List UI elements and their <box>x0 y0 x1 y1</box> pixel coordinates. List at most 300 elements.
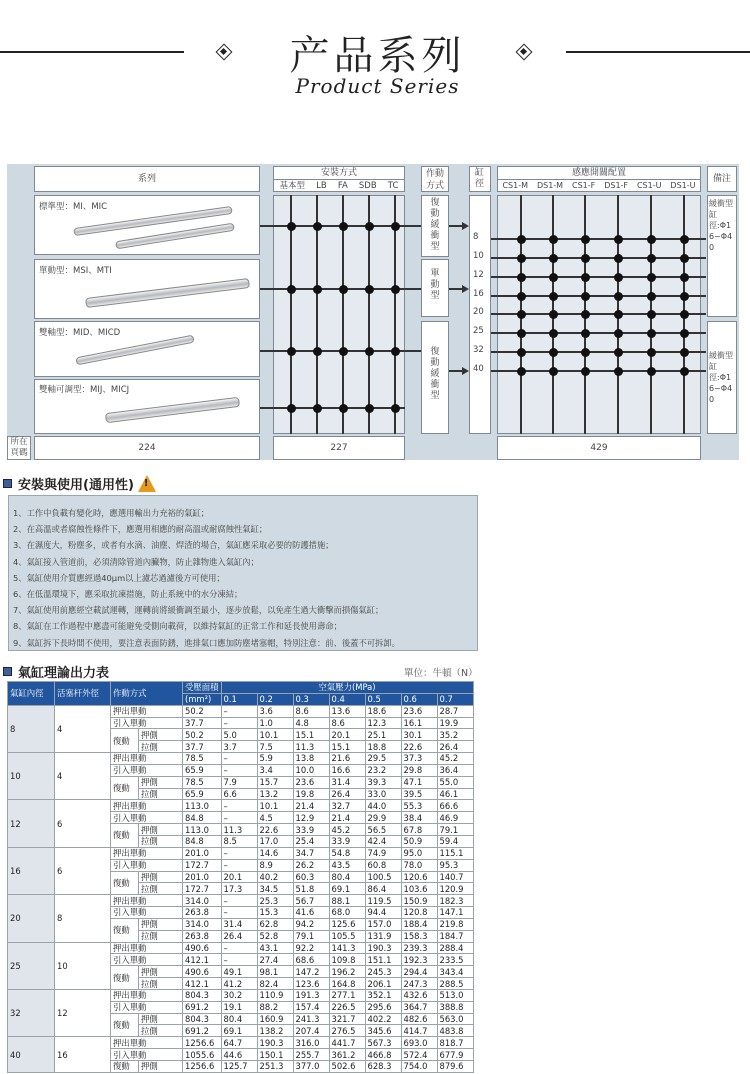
value-cell: 490.6 <box>183 942 222 954</box>
value-cell: 62.8 <box>257 918 293 930</box>
value-cell: 172.7 <box>183 883 222 895</box>
value-cell: 8.6 <box>293 705 329 717</box>
mount-grid-area <box>273 195 405 434</box>
mode-side-cell: 拉側 <box>139 788 183 800</box>
sensor-dot <box>647 273 656 282</box>
value-cell: – <box>221 895 257 907</box>
bore-value: 10 <box>473 251 484 261</box>
value-cell: 1055.6 <box>183 1049 222 1061</box>
value-cell: 364.7 <box>401 1001 437 1013</box>
pressure-value: 0.2 <box>257 693 293 705</box>
value-cell: 196.2 <box>329 966 365 978</box>
bore-cell: 25 <box>8 942 55 989</box>
mount-dot <box>391 404 400 413</box>
value-cell: 43.1 <box>257 942 293 954</box>
header-rod: 活塞杆外徑 <box>55 682 111 706</box>
install-note: 2、在高溫或者腐蝕性條件下，應選用相應的耐高溫或耐腐蝕性氣缸； <box>13 524 268 535</box>
page-ref-mount: 227 <box>273 436 405 460</box>
value-cell: 20.1 <box>221 871 257 883</box>
mount-row-line <box>260 350 405 352</box>
value-cell: 46.1 <box>437 788 473 800</box>
value-cell: 5.0 <box>221 729 257 741</box>
sensor-type: DS1-U <box>670 181 696 190</box>
value-cell: 19.9 <box>437 717 473 729</box>
value-cell: 25.3 <box>257 895 293 907</box>
pressure-value: 0.5 <box>365 693 401 705</box>
value-cell: – <box>221 753 257 765</box>
value-cell: 56.5 <box>365 824 401 836</box>
mount-dot <box>287 404 296 413</box>
value-cell: 60.8 <box>365 859 401 871</box>
value-cell: 1256.6 <box>183 1061 222 1073</box>
install-note: 8、氣缸在工作過程中應盡可能避免受側向載荷，以維持氣缸的正常工作和延長使用壽命； <box>13 621 342 632</box>
value-cell: 572.4 <box>401 1049 437 1061</box>
value-cell: 513.0 <box>437 989 473 1001</box>
install-note: 3、在濕度大，粉塵多，或者有水滴、油塵、焊渣的場合，氣缸應采取必要的防護措施； <box>13 540 334 551</box>
value-cell: 80.4 <box>221 1013 257 1025</box>
bore-value: 25 <box>473 326 484 336</box>
value-cell: 66.6 <box>437 800 473 812</box>
sensor-header: 感應開關配置 CS1-M DS1-M CS1-F DS1-F CS1-U DS1-U <box>497 166 701 192</box>
value-cell: 26.4 <box>437 741 473 753</box>
mount-dot <box>339 404 348 413</box>
value-cell: 345.6 <box>365 1025 401 1037</box>
mode-cell: 引入單動 <box>111 954 183 966</box>
value-cell: 567.3 <box>365 1037 401 1049</box>
value-cell: 10.1 <box>257 729 293 741</box>
rod-cell: 6 <box>55 800 111 847</box>
value-cell: 16.1 <box>401 717 437 729</box>
value-cell: 50.2 <box>183 729 222 741</box>
sensor-dot <box>517 273 526 282</box>
value-cell: 8.5 <box>221 835 257 847</box>
sensor-dot <box>549 292 558 301</box>
value-cell: 31.4 <box>221 918 257 930</box>
mount-col-line <box>316 195 318 434</box>
value-cell: 45.2 <box>437 753 473 765</box>
value-cell: 754.0 <box>401 1061 437 1073</box>
value-cell: 502.6 <box>329 1061 365 1073</box>
value-cell: 20.1 <box>329 729 365 741</box>
value-cell: 64.7 <box>221 1037 257 1049</box>
double-mode-cell: 復動 <box>111 871 139 895</box>
value-cell: 12.9 <box>293 812 329 824</box>
value-cell: 206.1 <box>365 978 401 990</box>
value-cell: 65.9 <box>183 764 222 776</box>
value-cell: 361.2 <box>329 1049 365 1061</box>
value-cell: 482.6 <box>401 1013 437 1025</box>
mode-side-cell: 押側 <box>139 966 183 978</box>
mode-cell: 引入單動 <box>111 1001 183 1013</box>
value-cell: 38.4 <box>401 812 437 824</box>
value-cell: 13.6 <box>329 705 365 717</box>
action-connector <box>405 350 421 352</box>
sensor-dot <box>517 235 526 244</box>
value-cell: 157.4 <box>293 1001 329 1013</box>
bore-cell: 8 <box>8 705 55 752</box>
value-cell: 147.2 <box>293 966 329 978</box>
series-selection-chart <box>7 164 739 460</box>
double-mode-cell: 復動 <box>111 918 139 942</box>
mount-dot <box>391 285 400 294</box>
value-cell: 17.3 <box>221 883 257 895</box>
section-square-icon <box>3 667 12 676</box>
value-cell: 23.6 <box>293 776 329 788</box>
value-cell: 92.2 <box>293 942 329 954</box>
value-cell: 151.1 <box>365 954 401 966</box>
value-cell: 18.8 <box>365 741 401 753</box>
mode-cell: 引入單動 <box>111 859 183 871</box>
header-area: 受壓面積 <box>183 682 222 694</box>
value-cell: 105.5 <box>329 930 365 942</box>
mount-type: 基本型 <box>279 181 306 191</box>
mount-col-line <box>342 195 344 434</box>
sensor-type: CS1-U <box>636 181 662 190</box>
mount-dot <box>365 347 374 356</box>
bore-value: 12 <box>473 270 484 280</box>
value-cell: 39.3 <box>365 776 401 788</box>
value-cell: 3.7 <box>221 741 257 753</box>
value-cell: 37.3 <box>401 753 437 765</box>
value-cell: 78.5 <box>183 776 222 788</box>
double-mode-cell: 復動 <box>111 1061 139 1073</box>
value-cell: 113.0 <box>183 800 222 812</box>
mount-dot <box>287 222 296 231</box>
pressure-value: 0.1 <box>221 693 257 705</box>
bore-value: 8 <box>473 232 479 242</box>
value-cell: 32.7 <box>329 800 365 812</box>
sensor-dot <box>680 292 689 301</box>
value-cell: 26.4 <box>221 930 257 942</box>
value-cell: 138.2 <box>257 1025 293 1037</box>
install-section-title: 安裝與使用(通用性) ! <box>3 474 156 493</box>
value-cell: 131.9 <box>365 930 401 942</box>
value-cell: 294.4 <box>401 966 437 978</box>
sensor-dot <box>680 329 689 338</box>
bore-connector <box>449 370 463 372</box>
mount-dot <box>365 222 374 231</box>
install-note: 7、氣缸使用前應經空載試運轉，運轉前將緩衝調至最小，逐步放鬆，以免產生過大衝擊而損傷氣缸； <box>13 605 384 616</box>
value-cell: 82.4 <box>257 978 293 990</box>
sensor-dot <box>614 254 623 263</box>
bore-value: 20 <box>473 307 484 317</box>
sensor-dot <box>549 310 558 319</box>
value-cell: 11.3 <box>221 824 257 836</box>
mount-type: FA <box>337 181 348 191</box>
value-cell: 51.8 <box>293 883 329 895</box>
sensor-dot <box>647 367 656 376</box>
mode-cell: 引入單動 <box>111 907 183 919</box>
value-cell: 94.4 <box>365 907 401 919</box>
mode-side-cell: 拉側 <box>139 835 183 847</box>
value-cell: 17.0 <box>257 835 293 847</box>
value-cell: 414.7 <box>401 1025 437 1037</box>
value-cell: 60.3 <box>293 871 329 883</box>
rod-cell: 6 <box>55 847 111 894</box>
value-cell: – <box>221 800 257 812</box>
action-connector <box>405 288 421 290</box>
cylinder-image <box>85 278 250 308</box>
value-cell: 23.6 <box>401 705 437 717</box>
arrow-icon <box>462 285 469 293</box>
action-connector <box>405 225 421 227</box>
value-cell: 276.5 <box>329 1025 365 1037</box>
value-cell: 263.8 <box>183 930 222 942</box>
sensor-type: CS1-F <box>572 181 596 190</box>
mode-cell: 引入單動 <box>111 812 183 824</box>
value-cell: 207.4 <box>293 1025 329 1037</box>
double-mode-cell: 復動 <box>111 729 139 753</box>
value-cell: 160.9 <box>257 1013 293 1025</box>
value-cell: 47.1 <box>401 776 437 788</box>
value-cell: 120.9 <box>437 883 473 895</box>
table-row <box>8 705 474 717</box>
mount-dot <box>313 404 322 413</box>
value-cell: 95.0 <box>401 847 437 859</box>
value-cell: – <box>221 859 257 871</box>
action-header: 作動方式 <box>421 166 449 192</box>
value-cell: – <box>221 812 257 824</box>
value-cell: 59.4 <box>437 835 473 847</box>
sensor-dot <box>614 310 623 319</box>
bore-header: 缸徑 <box>469 166 491 192</box>
sensor-type: DS1-F <box>604 181 629 190</box>
value-cell: 563.0 <box>437 1013 473 1025</box>
value-cell: 80.4 <box>329 871 365 883</box>
remark-1: 緩衝型缸徑:Φ16~Φ40 <box>707 195 737 317</box>
value-cell: 16.6 <box>329 764 365 776</box>
value-cell: 50.2 <box>183 705 222 717</box>
bore-value: 32 <box>473 345 484 355</box>
value-cell: – <box>221 717 257 729</box>
page-subtitle: Product Series <box>295 74 460 98</box>
value-cell: 192.3 <box>401 954 437 966</box>
mode-cell: 引入單動 <box>111 764 183 776</box>
install-note: 4、氣缸接入管道前，必須清除管道內臟物，防止雜物進入氣缸內； <box>13 556 259 567</box>
value-cell: 109.8 <box>329 954 365 966</box>
value-cell: 33.9 <box>329 835 365 847</box>
mode-cell: 押出單動 <box>111 847 183 859</box>
value-cell: 693.0 <box>401 1037 437 1049</box>
sensor-dot <box>614 329 623 338</box>
value-cell: 68.6 <box>293 954 329 966</box>
pressure-value: 0.4 <box>329 693 365 705</box>
sensor-dot <box>614 367 623 376</box>
unit-label: 單位：牛頓（N） <box>404 668 478 679</box>
value-cell: 42.4 <box>365 835 401 847</box>
value-cell: 188.4 <box>401 918 437 930</box>
rod-cell: 12 <box>55 989 111 1036</box>
value-cell: 8.6 <box>329 717 365 729</box>
value-cell: 25.4 <box>293 835 329 847</box>
page-label: 所在頁碼 <box>7 436 31 460</box>
value-cell: 33.0 <box>365 788 401 800</box>
sensor-dot <box>549 367 558 376</box>
value-cell: 26.4 <box>329 788 365 800</box>
sensor-dot <box>581 292 590 301</box>
value-cell: 79.1 <box>437 824 473 836</box>
mode-cell: 引入單動 <box>111 1049 183 1061</box>
bore-value: 40 <box>473 364 484 374</box>
header-mode: 作動方式 <box>111 682 183 706</box>
value-cell: 110.9 <box>257 989 293 1001</box>
value-cell: 19.1 <box>221 1001 257 1013</box>
sensor-dot <box>680 235 689 244</box>
value-cell: 67.8 <box>401 824 437 836</box>
series-label: 雙軸型：MID、MICD <box>39 328 121 338</box>
value-cell: 23.2 <box>365 764 401 776</box>
value-cell: 377.0 <box>293 1061 329 1073</box>
value-cell: 40.2 <box>257 871 293 883</box>
pressure-value: 0.3 <box>293 693 329 705</box>
value-cell: 150.1 <box>257 1049 293 1061</box>
sensor-type: CS1-M <box>502 181 529 190</box>
value-cell: 30.2 <box>221 989 257 1001</box>
value-cell: 15.7 <box>257 776 293 788</box>
header-area-unit: (mm²) <box>183 693 222 705</box>
value-cell: 15.1 <box>329 741 365 753</box>
bore-cell: 32 <box>8 989 55 1036</box>
mount-dot <box>339 285 348 294</box>
value-cell: 41.6 <box>293 907 329 919</box>
value-cell: 164.8 <box>329 978 365 990</box>
value-cell: 490.6 <box>183 966 222 978</box>
value-cell: 29.9 <box>365 812 401 824</box>
value-cell: 7.5 <box>257 741 293 753</box>
value-cell: 263.8 <box>183 907 222 919</box>
value-cell: 157.0 <box>365 918 401 930</box>
value-cell: 388.8 <box>437 1001 473 1013</box>
mode-side-cell: 押側 <box>139 1013 183 1025</box>
table-row <box>8 942 474 954</box>
value-cell: 150.9 <box>401 895 437 907</box>
value-cell: 432.6 <box>401 989 437 1001</box>
value-cell: 201.0 <box>183 847 222 859</box>
remark-2: 緩衝型缸徑:Φ16~Φ40 <box>707 321 737 434</box>
sensor-grid-area <box>497 195 701 434</box>
value-cell: 100.5 <box>365 871 401 883</box>
mode-side-cell: 拉側 <box>139 930 183 942</box>
mode-cell: 押出單動 <box>111 895 183 907</box>
install-note: 9、氣缸拆下長時間不使用，要注意表面防銹，進排氣口應加防塵堵塞帽，特別注意：前、後蓋不可拆卸。 <box>13 637 400 648</box>
mode-side-cell: 押側 <box>139 1061 183 1073</box>
value-cell: 1256.6 <box>183 1037 222 1049</box>
value-cell: 343.4 <box>437 966 473 978</box>
value-cell: 239.3 <box>401 942 437 954</box>
mount-row-line <box>260 407 405 409</box>
value-cell: 140.7 <box>437 871 473 883</box>
mount-header: 安裝方式 基本型 LB FA SDB TC <box>273 166 405 192</box>
sensor-dot <box>517 348 526 357</box>
sensor-dot <box>680 348 689 357</box>
value-cell: 6.6 <box>221 788 257 800</box>
value-cell: 119.5 <box>365 895 401 907</box>
action-single: 單動型 <box>421 259 449 317</box>
value-cell: 39.5 <box>401 788 437 800</box>
table-row <box>8 753 474 765</box>
mount-dot <box>365 404 374 413</box>
value-cell: 41.2 <box>221 978 257 990</box>
sensor-dot <box>581 329 590 338</box>
mount-type: LB <box>316 181 327 191</box>
diamond-ornament-left <box>216 44 232 60</box>
mount-dot <box>339 222 348 231</box>
header-bore: 氣缸內徑 <box>8 682 55 706</box>
value-cell: 7.9 <box>221 776 257 788</box>
mode-side-cell: 拉側 <box>139 883 183 895</box>
value-cell: 226.5 <box>329 1001 365 1013</box>
mount-col-line <box>368 195 370 434</box>
value-cell: 4.5 <box>257 812 293 824</box>
value-cell: 4.8 <box>293 717 329 729</box>
value-cell: 466.8 <box>365 1049 401 1061</box>
mode-cell: 引入單動 <box>111 717 183 729</box>
sensor-dot <box>581 310 590 319</box>
series-row-standard <box>34 195 260 255</box>
value-cell: 31.4 <box>329 776 365 788</box>
sensor-dot <box>647 329 656 338</box>
value-cell: 233.5 <box>437 954 473 966</box>
sensor-dot <box>680 254 689 263</box>
value-cell: 818.7 <box>437 1037 473 1049</box>
mount-dot <box>313 347 322 356</box>
value-cell: 21.4 <box>329 812 365 824</box>
value-cell: 44.0 <box>365 800 401 812</box>
value-cell: 54.8 <box>329 847 365 859</box>
value-cell: 22.6 <box>401 741 437 753</box>
value-cell: 84.8 <box>183 812 222 824</box>
mount-row-line <box>260 225 405 227</box>
mode-side-cell: 押側 <box>139 729 183 741</box>
header-left-line <box>0 51 184 53</box>
value-cell: 29.5 <box>365 753 401 765</box>
value-cell: 123.6 <box>293 978 329 990</box>
sensor-dot <box>549 273 558 282</box>
rod-cell: 4 <box>55 705 111 752</box>
page-title: 产品系列 <box>289 33 466 79</box>
mode-side-cell: 押側 <box>139 871 183 883</box>
value-cell: 251.3 <box>257 1061 293 1073</box>
value-cell: 11.3 <box>293 741 329 753</box>
value-cell: 15.1 <box>293 729 329 741</box>
value-cell: 27.4 <box>257 954 293 966</box>
sensor-dot <box>647 348 656 357</box>
bore-connector <box>449 288 463 290</box>
value-cell: 44.6 <box>221 1049 257 1061</box>
page-ref-sensor: 429 <box>497 436 701 460</box>
bore-cell: 40 <box>8 1037 55 1073</box>
diamond-ornament-right <box>516 44 532 60</box>
rod-cell: 8 <box>55 895 111 942</box>
sensor-dot <box>549 329 558 338</box>
value-cell: 30.1 <box>401 729 437 741</box>
value-cell: 125.6 <box>329 918 365 930</box>
value-cell: 241.3 <box>293 1013 329 1025</box>
value-cell: 78.0 <box>401 859 437 871</box>
value-cell: 321.7 <box>329 1013 365 1025</box>
sensor-dot <box>647 292 656 301</box>
sensor-dot <box>517 292 526 301</box>
value-cell: 103.6 <box>401 883 437 895</box>
value-cell: – <box>221 954 257 966</box>
value-cell: 55.0 <box>437 776 473 788</box>
value-cell: 255.7 <box>293 1049 329 1061</box>
table-row <box>8 989 474 1001</box>
sensor-dot <box>549 348 558 357</box>
sensor-dot <box>581 235 590 244</box>
value-cell: 245.3 <box>365 966 401 978</box>
value-cell: 46.9 <box>437 812 473 824</box>
